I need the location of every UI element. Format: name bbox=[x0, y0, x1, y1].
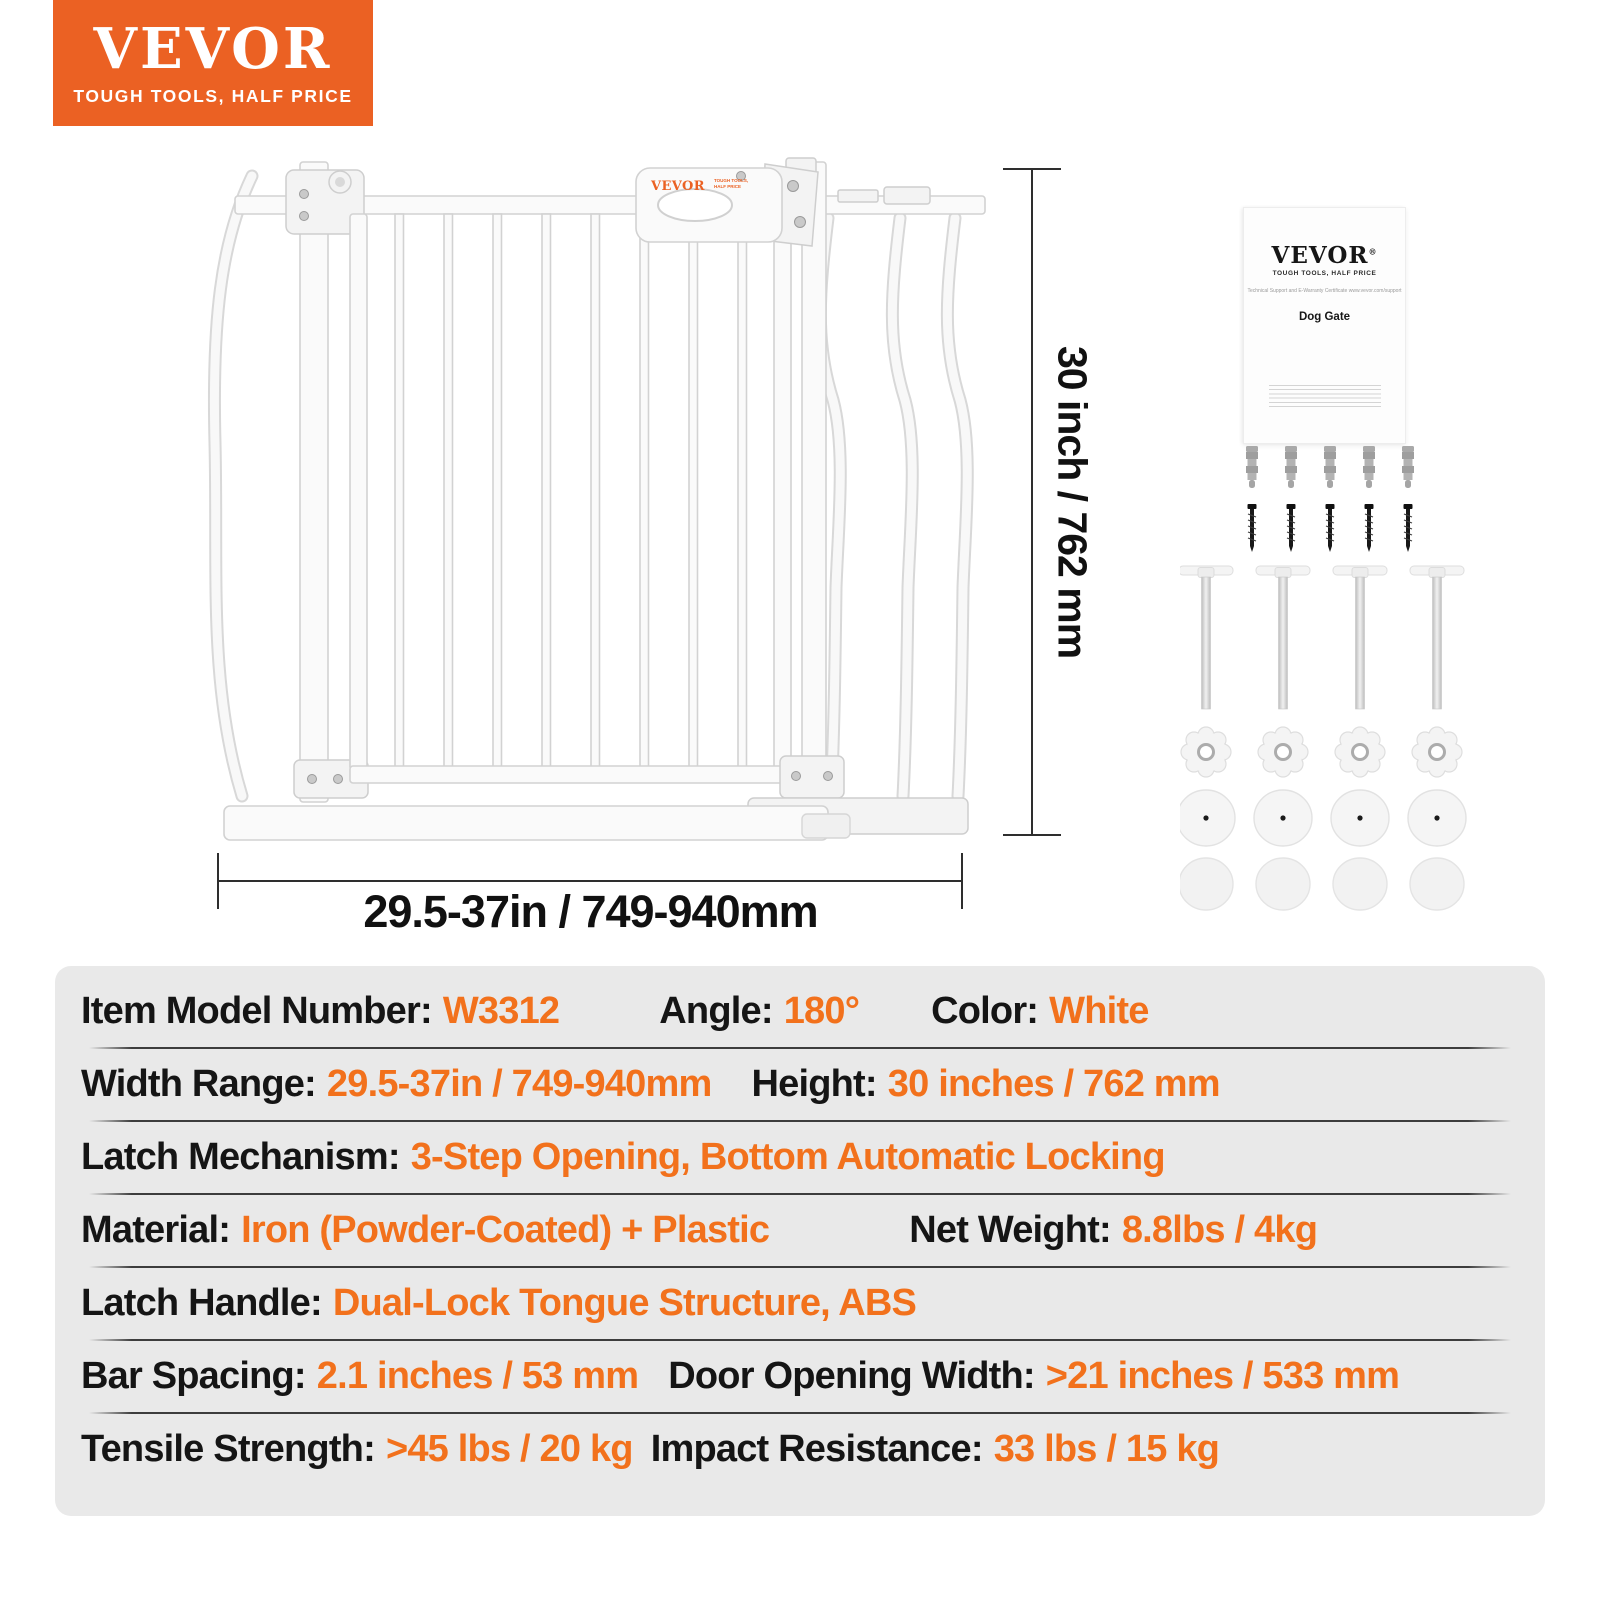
spec-label: Material: bbox=[81, 1209, 231, 1251]
hardware-accessories bbox=[1180, 200, 1480, 915]
spec-label: Net Weight: bbox=[909, 1209, 1111, 1251]
hinge-post bbox=[300, 162, 328, 802]
spec-value: >45 lbs / 20 kg bbox=[385, 1428, 633, 1470]
mounting-knob-icons bbox=[1181, 727, 1462, 777]
latch-post bbox=[802, 162, 826, 802]
handle-tagline-line1: TOUGH TOOLS, bbox=[714, 178, 749, 183]
spec-row-strength-resistance bbox=[55, 1414, 1545, 1485]
manual-brand-text: VEVOR® bbox=[1271, 242, 1378, 269]
spec-value: 2.1 inches / 53 mm bbox=[316, 1355, 639, 1397]
handle-tagline-line2: HALF PRICE bbox=[714, 184, 741, 189]
spec-label: Latch Handle: bbox=[81, 1282, 322, 1324]
spec-value: White bbox=[1049, 990, 1149, 1032]
spec-value: Dual-Lock Tongue Structure, ABS bbox=[332, 1282, 917, 1324]
handle-brand-text: VEVOR bbox=[651, 179, 705, 194]
left-wavy-bar bbox=[214, 176, 252, 796]
logo-brand-text: VEVOR bbox=[93, 16, 333, 82]
spec-label: Height: bbox=[751, 1063, 877, 1105]
spec-value: >21 inches / 533 mm bbox=[1045, 1355, 1400, 1397]
rail-extension-tab bbox=[884, 187, 930, 204]
spec-label: Latch Mechanism: bbox=[81, 1136, 400, 1178]
spec-label: Tensile Strength: bbox=[81, 1428, 375, 1470]
screw-icons bbox=[1248, 504, 1413, 552]
manual-tagline: TOUGH TOOLS, HALF PRICE bbox=[1272, 270, 1377, 277]
spec-value: 30 inches / 762 mm bbox=[887, 1063, 1220, 1105]
spec-row-spacing-opening bbox=[55, 1341, 1545, 1412]
spec-value: 180° bbox=[783, 990, 860, 1032]
height-dim-bottom-cap bbox=[1003, 834, 1061, 836]
spec-label: Width Range: bbox=[81, 1063, 316, 1105]
width-dim-line bbox=[218, 880, 963, 882]
rail-extension-tab bbox=[838, 190, 878, 202]
spec-label: Color: bbox=[931, 990, 1039, 1032]
spec-value: 33 lbs / 15 kg bbox=[993, 1428, 1220, 1470]
spec-row-material-weight bbox=[55, 1195, 1545, 1266]
wall-anchor-icons bbox=[1246, 446, 1414, 488]
width-dim-label: 29.5-37in / 749-940mm bbox=[363, 886, 818, 937]
spec-table bbox=[55, 966, 1545, 1516]
latch-handle bbox=[636, 158, 818, 246]
spec-label: Angle: bbox=[659, 990, 773, 1032]
vevor-logo bbox=[53, 0, 373, 126]
wall-spacer-icons bbox=[1180, 790, 1466, 846]
gate-base bbox=[224, 798, 968, 840]
bottom-latch-bracket bbox=[780, 756, 844, 798]
spec-row-latch-mechanism bbox=[55, 1122, 1545, 1193]
logo-tagline-text: TOUGH TOOLS, HALF PRICE bbox=[73, 86, 353, 106]
height-dim-label: 30 inch / 762 mm bbox=[1049, 345, 1096, 659]
manual-support-line: Technical Support and E-Warranty Certificate www.vevor.com/support bbox=[1247, 288, 1402, 294]
dog-gate-illustration bbox=[190, 148, 990, 863]
spec-row-width-height bbox=[55, 1049, 1545, 1120]
wall-pad-icons bbox=[1180, 858, 1464, 910]
spec-value: Iron (Powder-Coated) + Plastic bbox=[241, 1209, 770, 1251]
spec-value: 29.5-37in / 749-940mm bbox=[326, 1063, 712, 1105]
gate-door bbox=[350, 214, 791, 783]
manual-title: Dog Gate bbox=[1298, 311, 1351, 323]
right-wavy-bars bbox=[820, 218, 967, 796]
spec-label: Door Opening Width: bbox=[668, 1355, 1035, 1397]
threaded-rod-icons bbox=[1180, 566, 1464, 709]
spec-label: Bar Spacing: bbox=[81, 1355, 306, 1397]
spec-label: Item Model Number: bbox=[81, 990, 432, 1032]
registered-mark: ® bbox=[1368, 246, 1378, 257]
height-dim-line bbox=[1031, 169, 1033, 835]
spec-value: W3312 bbox=[442, 990, 560, 1032]
spec-value: 8.8lbs / 4kg bbox=[1121, 1209, 1318, 1251]
spec-row-model-angle-color bbox=[55, 976, 1545, 1047]
spec-value: 3-Step Opening, Bottom Automatic Locking bbox=[410, 1136, 1165, 1178]
spec-label: Impact Resistance: bbox=[650, 1428, 983, 1470]
spec-row-latch-handle bbox=[55, 1268, 1545, 1339]
